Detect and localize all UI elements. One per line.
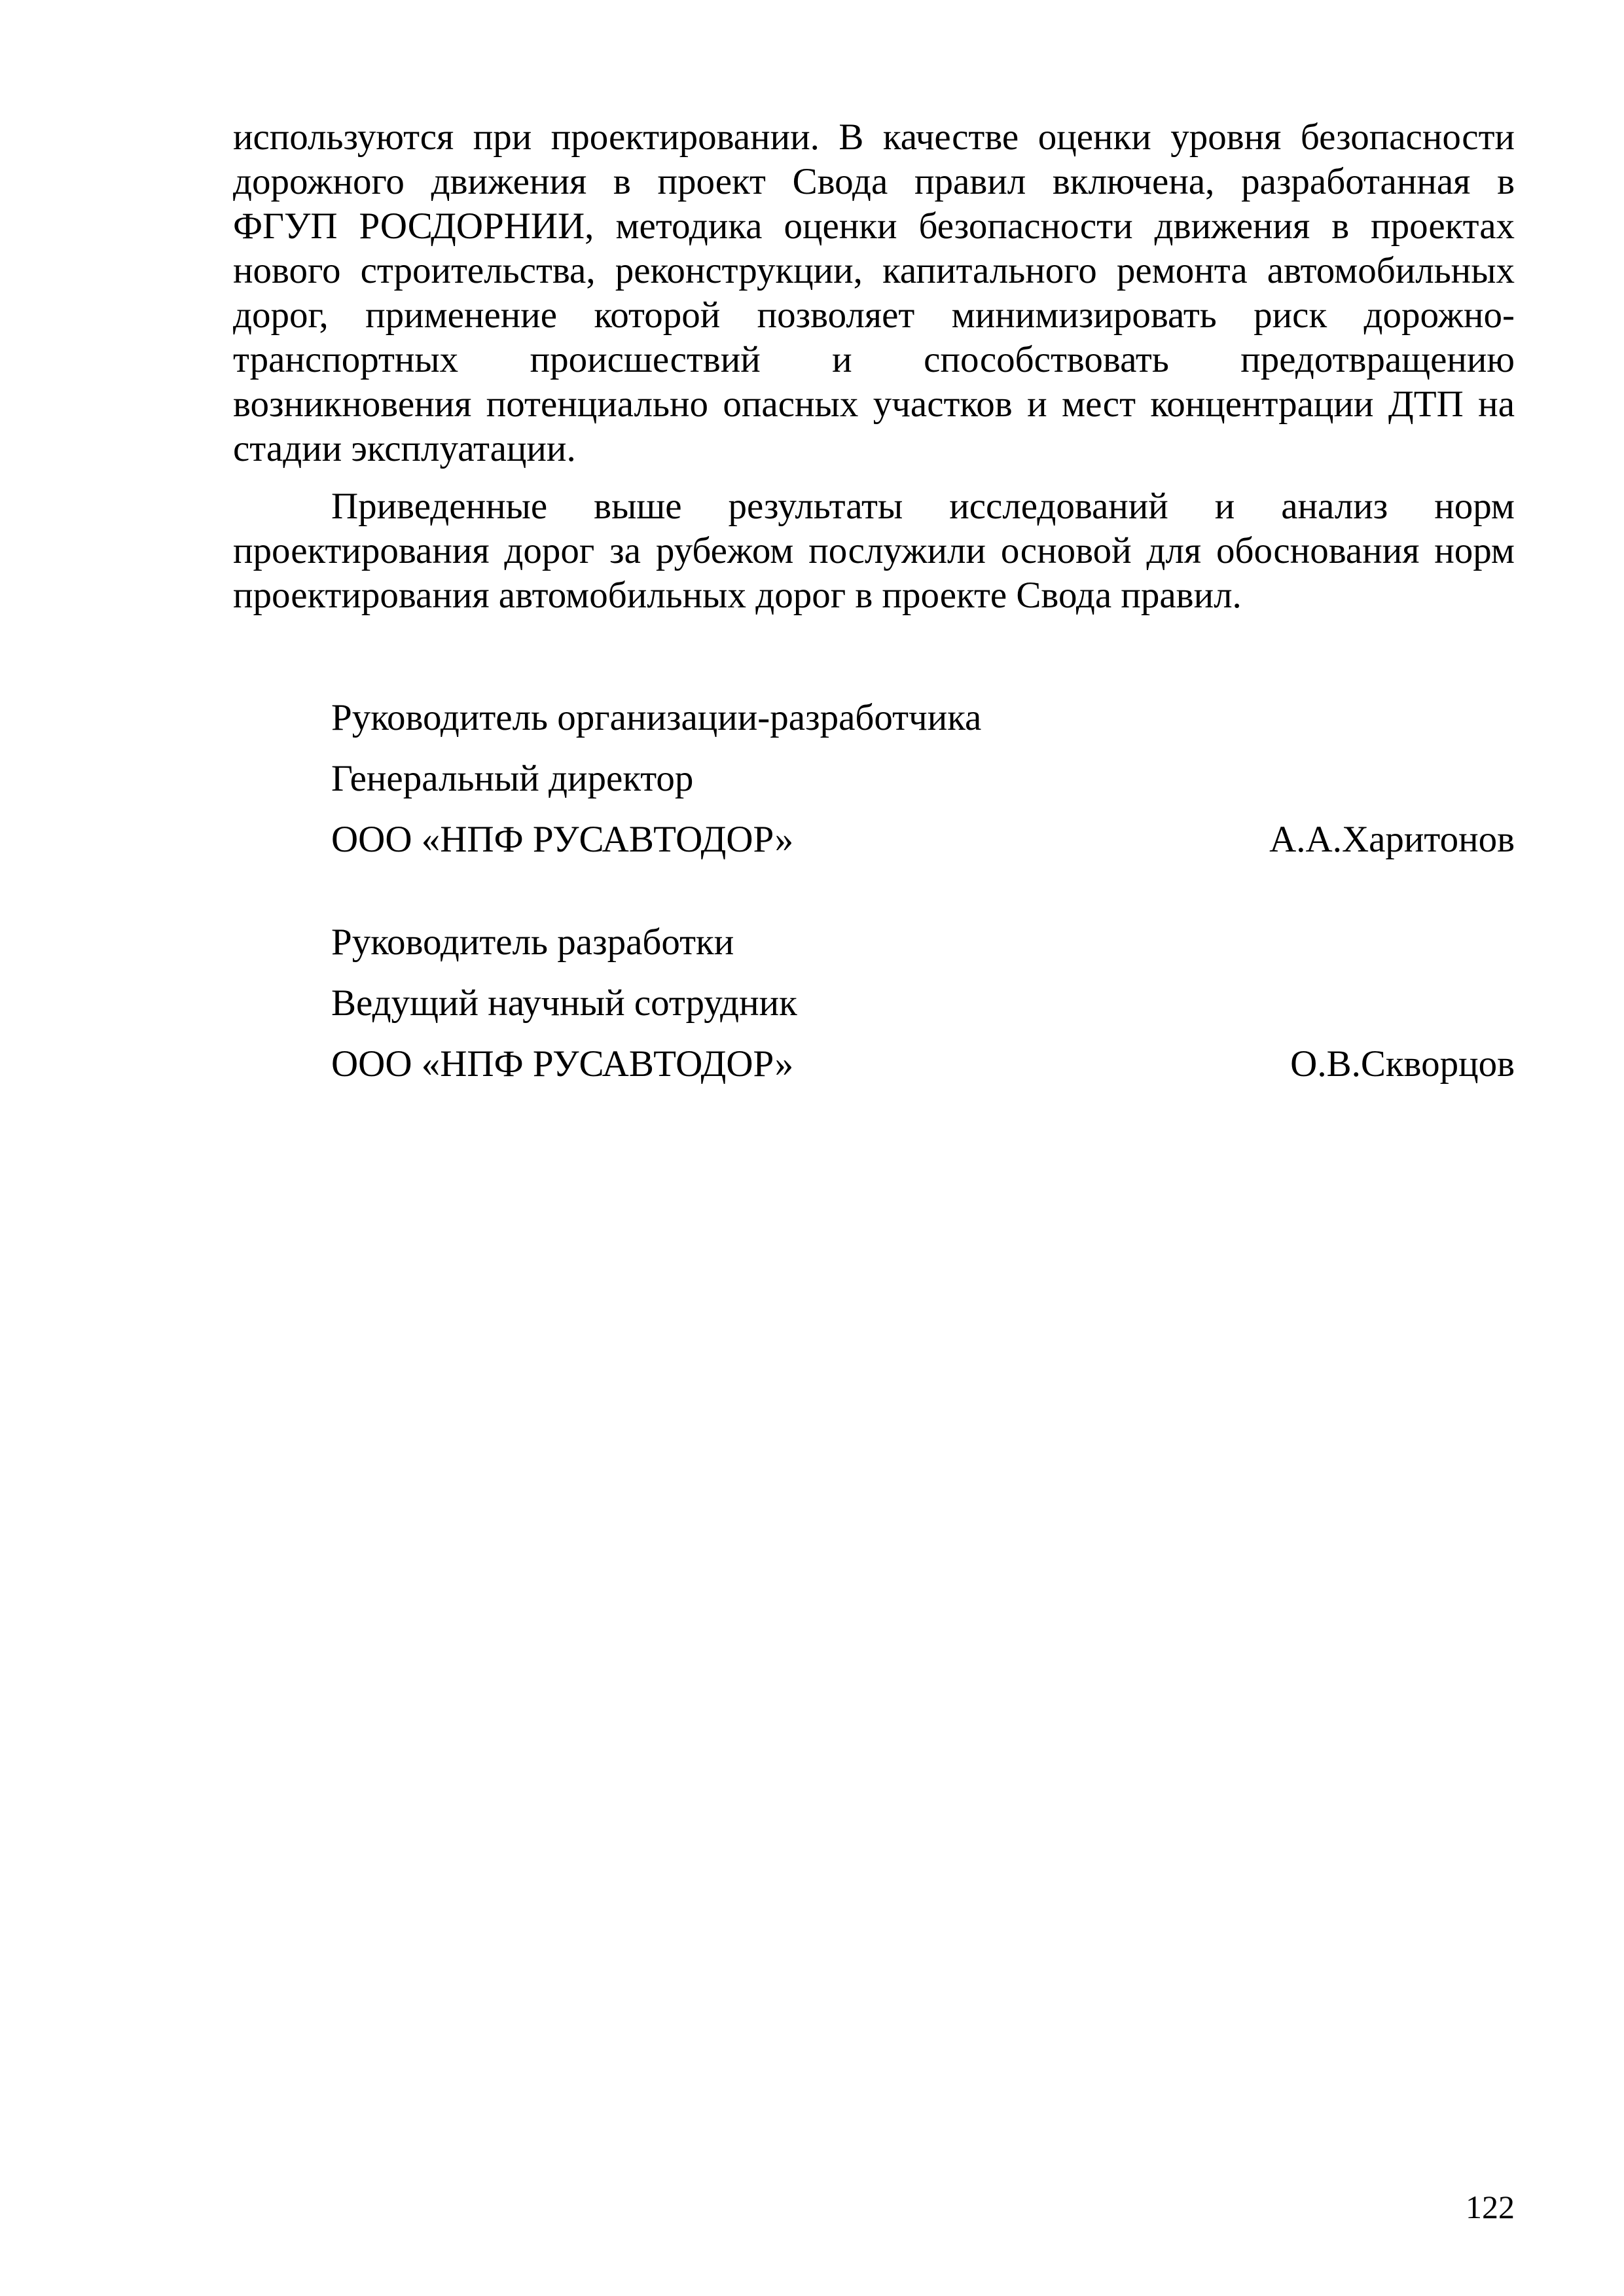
signature-name: А.А.Харитонов xyxy=(1269,819,1515,860)
paragraph-line: проектирования дорог за рубежом послужили основой для обоснования норм xyxy=(233,530,1515,571)
paragraph-line: Приведенные выше результаты исследований и анализ норм xyxy=(331,486,1515,527)
paragraph-line: дорог, применение которой позволяет минимизировать риск дорожно- xyxy=(233,295,1515,336)
signature-block-organization-head xyxy=(331,687,1515,870)
paragraph-line: дорожного движения в проект Свода правил включена, разработанная в xyxy=(233,161,1515,202)
paragraph-line: нового строительства, реконструкции, капитального ремонта автомобильных xyxy=(233,250,1515,291)
paragraph-line: ФГУП РОСДОРНИИ, методика оценки безопасности движения в проектах xyxy=(233,206,1515,247)
page-number: 122 xyxy=(1466,2189,1515,2225)
signature-role: Руководитель разработки xyxy=(331,922,734,963)
paragraph-safety-methodology xyxy=(233,115,1515,471)
paragraph-research-results xyxy=(233,484,1515,618)
signature-position: Ведущий научный сотрудник xyxy=(331,982,797,1024)
signature-organization: ООО «НПФ РУСАВТОДОР» xyxy=(331,1043,794,1085)
signature-organization: ООО «НПФ РУСАВТОДОР» xyxy=(331,819,794,860)
signature-position: Генеральный директор xyxy=(331,758,694,799)
signature-role: Руководитель организации-разработчика xyxy=(331,697,982,738)
signature-row xyxy=(331,1033,1515,1094)
signature-row xyxy=(331,809,1515,870)
paragraph-line: используются при проектировании. В качестве оценки уровня безопасности xyxy=(233,117,1515,158)
paragraph-line: стадии эксплуатации. xyxy=(233,428,576,469)
paragraph-line: проектирования автомобильных дорог в проекте Свода правил. xyxy=(233,575,1242,616)
paragraph-line: возникновения потенциально опасных участков и мест концентрации ДТП на xyxy=(233,384,1515,425)
signature-block-development-head xyxy=(331,912,1515,1094)
paragraph-line: транспортных происшествий и способствовать предотвращению xyxy=(233,339,1515,380)
signature-name: О.В.Скворцов xyxy=(1290,1043,1515,1085)
